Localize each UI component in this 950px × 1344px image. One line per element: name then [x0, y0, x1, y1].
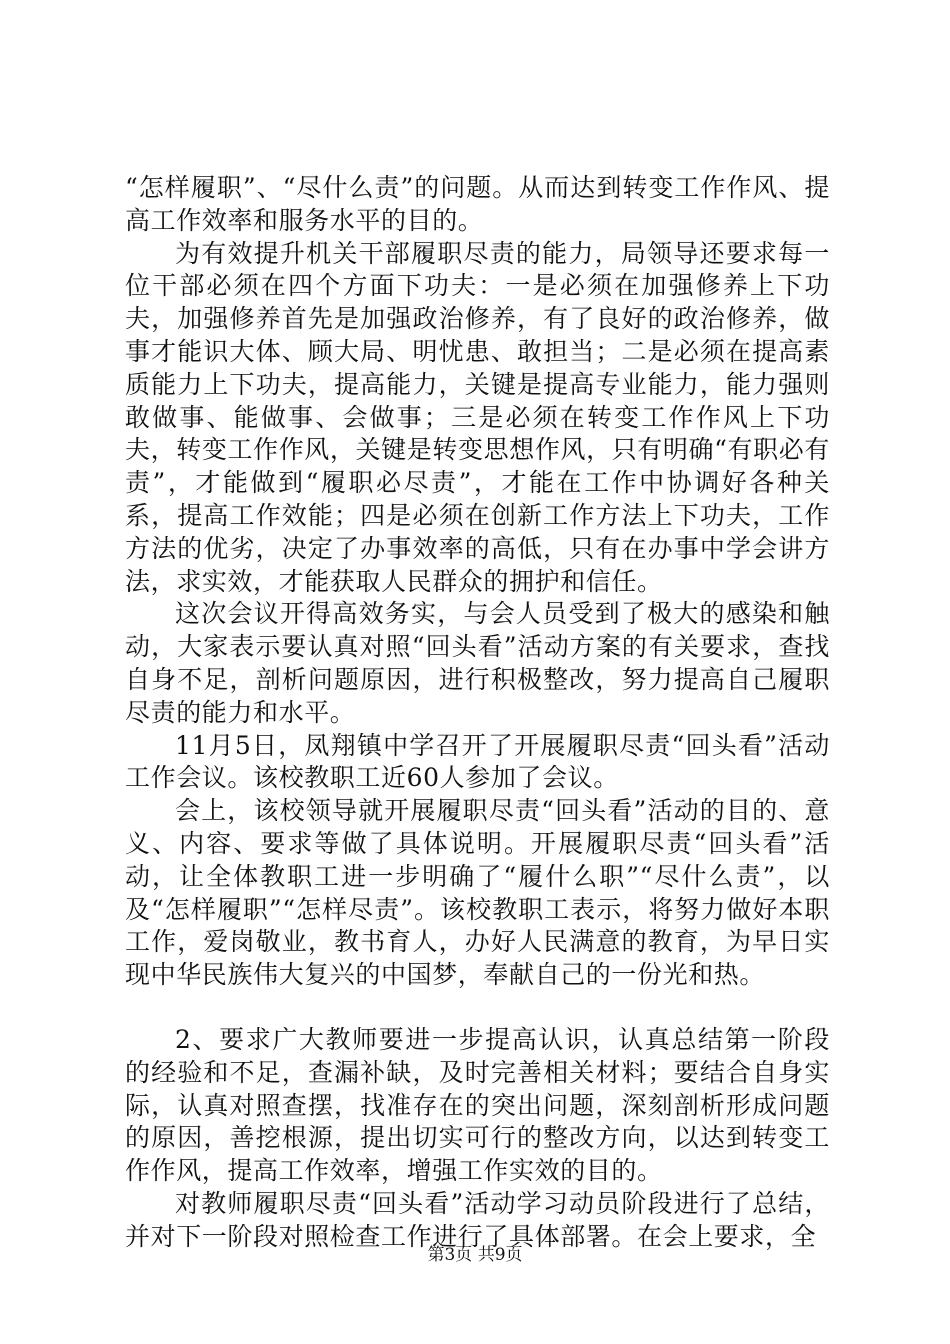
- paragraph-school-meeting: 11月5日，凤翔镇中学召开了开展履职尽责“回头看”活动工作会议。该校教职工近60人参加了会议。: [125, 730, 830, 793]
- paragraph-gap: [125, 992, 830, 1024]
- paragraph-stage-summary: 对教师履职尽责“回头看”活动学习动员阶段进行了总结，并对下一阶段对照检查工作进行了具体部署。在会上要求，全: [125, 1188, 830, 1251]
- paragraph-teacher-requirements: 2、要求广大教师要进一步提高认识，认真总结第一阶段的经验和不足，查漏补缺，及时完善相关材料；要结合自身实际，认真对照查摆，找准存在的突出问题，深刻剖析形成问题的原因，善挖根源，提出切实可行的整改方向，以达到转变工作作风，提高工作效率，增强工作实效的目的。: [125, 1024, 830, 1186]
- document-body: [125, 172, 830, 1254]
- paragraph-meeting-details: 会上，该校领导就开展履职尽责“回头看”活动的目的、意义、内容、要求等做了具体说明。开展履职尽责“回头看”活动，让全体教职工进一步明确了“履什么职”“尽什么责”，以及“怎样履职”“怎样尽责”。该校教职工表示，将努力做好本职工作，爱岗敬业，教书育人，办好人民满意的教育，为早日实现中华民族伟大复兴的中国梦，奉献自己的一份光和热。: [125, 796, 830, 990]
- paragraph-continuation: “怎样履职”、“尽什么责”的问题。从而达到转变工作作风、提高工作效率和服务水平的目的。: [125, 173, 830, 235]
- paragraph-leadership-requirements: 为有效提升机关干部履职尽责的能力，局领导还要求每一位干部必须在四个方面下功夫：一是必须在加强修养上下功夫，加强修养首先是加强政治修养，有了良好的政治修养，做事才能识大体、顾大局、明忧患、敢担当；二是必须在提高素质能力上下功夫，提高能力，关键是提高专业能力，能力强则敢做事、能做事、会做事；三是必须在转变工作作风上下功夫，转变工作作风，关键是转变思想作风，只有明确“有职必有责”，才能做到“履职必尽责”，才能在工作中协调好各种关系，提高工作效能；四是必须在创新工作方法上下功夫，工作方法的优劣，决定了办事效率的高低，只有在办事中学会讲方法，求实效，才能获取人民群众的拥护和信任。: [125, 238, 830, 596]
- paragraph-meeting-summary: 这次会议开得高效务实，与会人员受到了极大的感染和触动，大家表示要认真对照“回头看”活动方案的有关要求，查找自身不足，剖析问题原因，进行积极整改，努力提高自己履职尽责的能力和水平。: [125, 599, 830, 727]
- page-footer: 第3页 共9页: [427, 1245, 523, 1265]
